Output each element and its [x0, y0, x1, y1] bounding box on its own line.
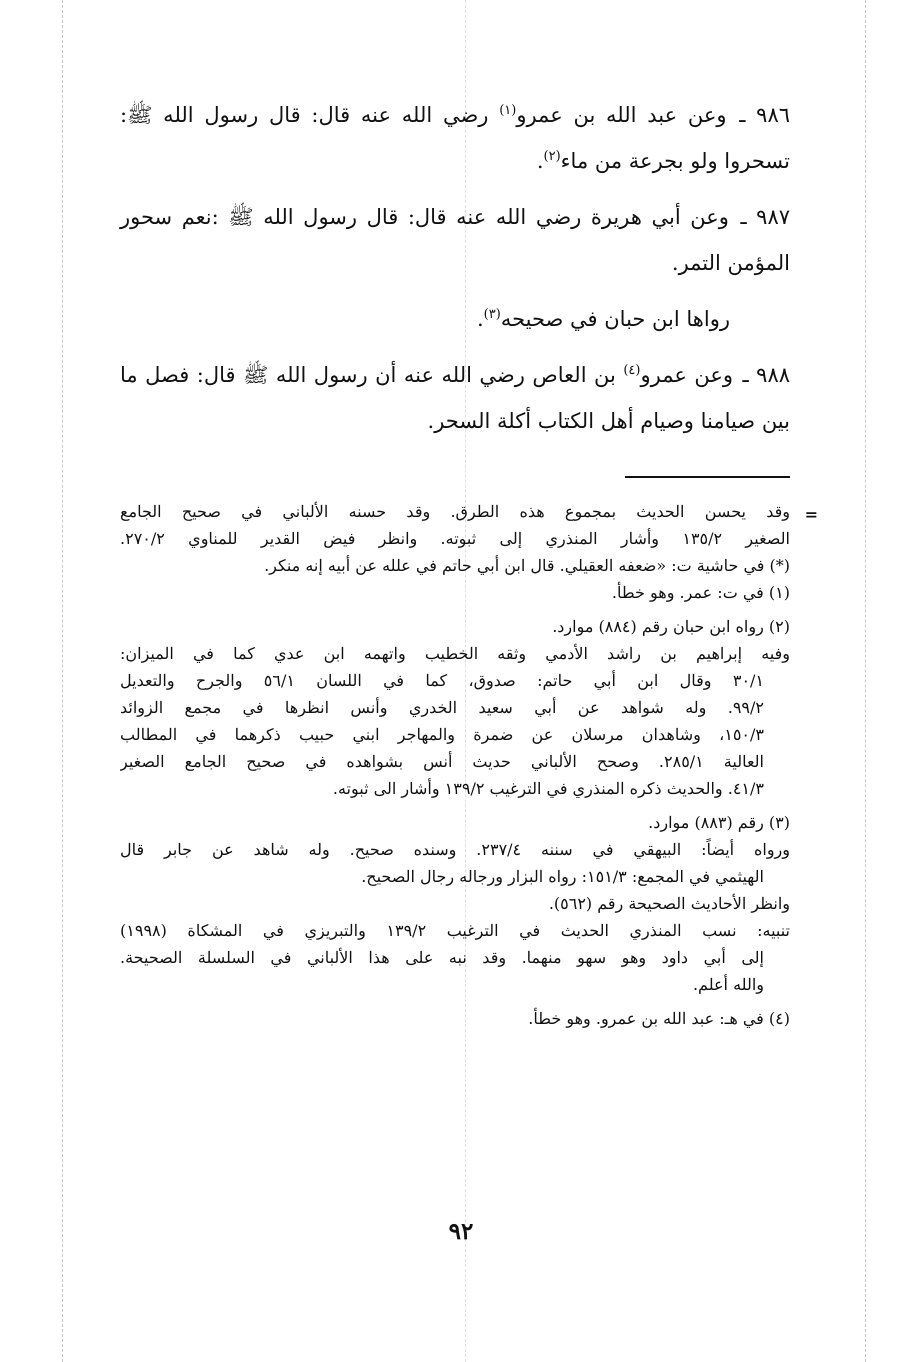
footnotes [120, 498, 818, 1039]
hadith-text: وعن عبد الله بن عمرو [516, 103, 727, 127]
page-number: ٩٢ [448, 1218, 474, 1245]
punctuation: . [476, 307, 484, 331]
footnote-line: الصغير ١٣٥/٢ وأشار المنذري إلى ثبوته. وانظر فيض القدير للمناوي ٢٧٠/٢. [120, 529, 790, 548]
footnote-separator [625, 476, 790, 478]
footnote-ref[interactable]: (٤) [623, 363, 641, 378]
footnote-3 [120, 809, 790, 998]
main-text [120, 92, 790, 454]
hadith-986 [120, 92, 790, 184]
footnote-ref[interactable]: (٣) [483, 307, 501, 322]
hadith-text: وعن عمرو [640, 363, 734, 387]
footnote-4 [120, 1005, 790, 1032]
hadith-number: ٩٨٧ ـ [740, 205, 791, 229]
footnote-line: وقد يحسن الحديث بمجموع هذه الطرق. وقد حسنه الألباني في صحيح الجامع [120, 502, 790, 521]
hadith-number: ٩٨٨ ـ [742, 363, 791, 387]
footnote-star: (*) في حاشية ت: «ضعفه العقيلي. قال ابن أبي حاتم في علله عن أبيه إنه منكر. [264, 556, 790, 575]
footnote-line: ١٥٠/٣، وشاهدان مرسلان عن ضمرة والمهاجر ابني حبيب ذكرهما في المطالب [120, 725, 764, 744]
scan-guide-line-right [865, 0, 866, 1362]
source-text: رواها ابن حبان في صحيحه [500, 307, 730, 331]
footnote-line: ورواه أيضاً: البيهقي في سننه ٢٣٧/٤. وسنده صحيح. وله شاهد عن جابر قال [120, 840, 790, 859]
footnote-line: إلى أبي داود وهو سهو منهما. وقد نبه على هذا الألباني في السلسلة الصحيحة. [120, 948, 764, 967]
footnote-line: ٣٠/١ وقال ابن أبي حاتم: صدوق، كما في اللسان ٥٦/١ والجرح والتعديل [120, 671, 765, 690]
hadith-text: بن العاص رضي الله عنه أن رسول الله ﷺ قال: فصل ما بين صيامنا وصيام أهل الكتاب أكلة السحر. [120, 363, 790, 433]
hadith-number: ٩٨٦ ـ [739, 103, 791, 127]
hadith-text: رضي الله عنه قال: قال رسول الله ﷺ: تسحروا ولو بجرعة من ماء [120, 103, 790, 173]
hadith-text: وعن أبي هريرة رضي الله عنه قال: قال رسول الله ﷺ :نعم سحور المؤمن التمر. [120, 205, 790, 275]
continuation-mark: = [804, 505, 818, 524]
footnote-line: (٢) رواه ابن حبان رقم (٨٨٤) موارد. [552, 617, 790, 636]
footnote-line: العالية ٢٨٥/١. وصحح الألباني حديث أنس بشواهده في صحيح الجامع الصغير [120, 752, 765, 771]
hadith-987 [120, 194, 790, 286]
footnote-line: والله أعلم. [692, 975, 764, 994]
hadith-988 [120, 352, 790, 444]
footnote-line: تنبيه: نسب المنذري الحديث في الترغيب ١٣٩/٢ والتبريزي في المشكاة (١٩٩٨) [120, 921, 790, 940]
scan-guide-line-left [62, 0, 63, 1362]
footnote-line: ٤١/٣. والحديث ذكره المنذري في الترغيب ١٣٩/٢ وأشار الى ثبوته. [332, 779, 764, 798]
footnote-line: ٩٩/٢. وله شواهد عن أبي سعيد الخدري وأنس انظرها في مجمع الزوائد [120, 698, 764, 717]
footnote-line: وفيه إبراهيم بن راشد الأدمي وثقه الخطيب واتهمه ابن عدي كما في الميزان: [120, 644, 790, 663]
footnote-ref[interactable]: (١) [499, 103, 517, 118]
footnote-continuation [120, 498, 818, 606]
footnote-line: (٣) رقم (٨٨٣) موارد. [648, 813, 790, 832]
punctuation: . [536, 149, 544, 173]
hadith-source [120, 296, 790, 342]
footnote-line: (٤) في هـ: عبد الله بن عمرو. وهو خطأ. [528, 1009, 790, 1028]
footnote-1: (١) في ت: عمر. وهو خطأ. [611, 583, 790, 602]
footnote-line: الهيثمي في المجمع: ١٥١/٣: رواه البزار ورجاله رجال الصحيح. [361, 867, 764, 886]
footnote-line: وانظر الأحاديث الصحيحة رقم (٥٦٢). [548, 894, 790, 913]
footnote-ref[interactable]: (٢) [543, 149, 561, 164]
footnote-2 [120, 613, 790, 802]
